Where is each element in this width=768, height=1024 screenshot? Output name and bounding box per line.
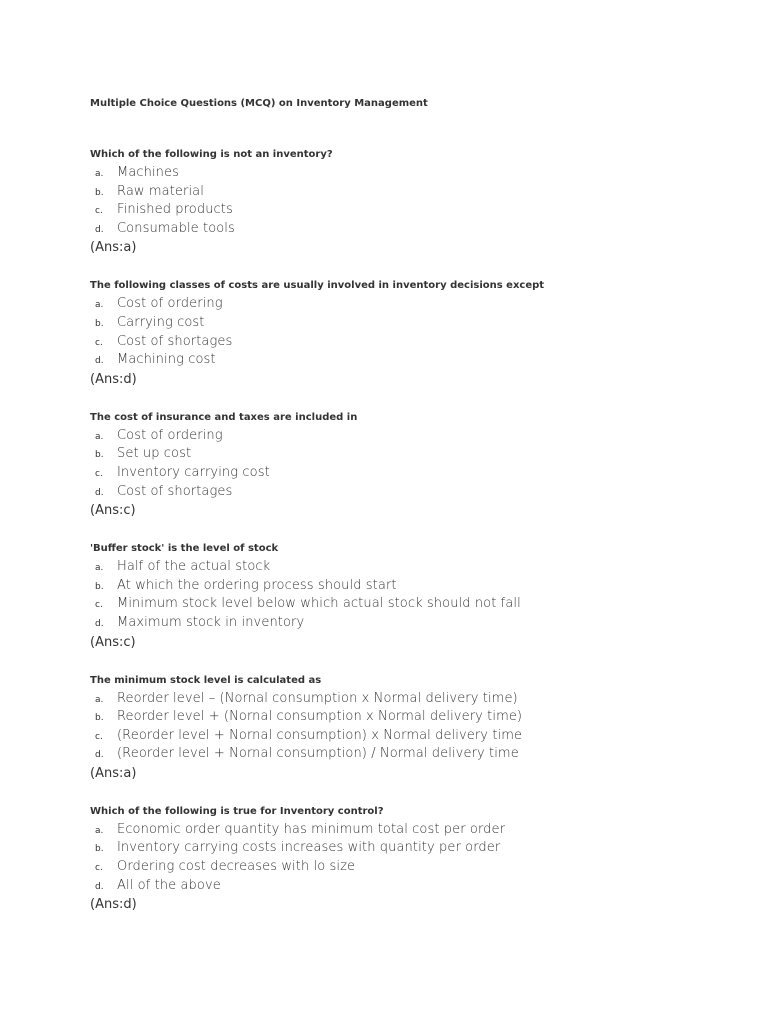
option-text: Reorder level + (Nornal consumption x Normal delivery time) <box>117 709 523 725</box>
option-letter: a. <box>95 825 104 836</box>
question-text: 'Buffer stock' is the level of stock <box>90 543 279 555</box>
answer-text: (Ans:c) <box>90 503 136 519</box>
option-text: Reorder level – (Nornal consumption x Normal delivery time) <box>117 690 518 706</box>
option-item <box>90 559 730 578</box>
option-text: Inventory carrying costs increases with quantity per order <box>117 840 501 856</box>
option-item <box>90 746 730 765</box>
document-page <box>90 97 730 936</box>
option-letter: d. <box>95 356 104 367</box>
option-text: Carrying cost <box>117 314 205 330</box>
question-block <box>90 279 730 388</box>
option-letter: c. <box>95 600 103 611</box>
question-list <box>90 148 730 914</box>
option-text: Minimum stock level below which actual stock should not fall <box>117 596 521 612</box>
option-text: Half of the actual stock <box>117 559 271 575</box>
option-item <box>90 221 730 240</box>
option-letter: d. <box>95 881 104 892</box>
option-text: Finished products <box>117 202 233 218</box>
question-block <box>90 542 730 651</box>
question-block <box>90 674 730 783</box>
option-text: Machining cost <box>117 352 216 368</box>
option-text: Cost of shortages <box>117 483 233 499</box>
option-letter: d. <box>95 487 104 498</box>
option-letter: a. <box>95 563 104 574</box>
option-letter: c. <box>95 731 103 742</box>
option-item <box>90 596 730 615</box>
answer-text: (Ans:d) <box>90 371 137 387</box>
option-letter: d. <box>95 618 104 629</box>
option-list <box>90 822 730 896</box>
question-text: The minimum stock level is calculated as <box>90 674 322 686</box>
option-letter: c. <box>95 206 103 217</box>
option-letter: d. <box>95 750 104 761</box>
question-block <box>90 411 730 520</box>
answer-text: (Ans:d) <box>90 897 137 913</box>
question-text: The cost of insurance and taxes are included in <box>90 411 358 423</box>
option-list <box>90 428 730 502</box>
option-letter: b. <box>95 318 104 329</box>
option-text: Economic order quantity has minimum total cost per order <box>117 821 506 837</box>
option-text: Machines <box>117 165 179 180</box>
answer-text: (Ans:a) <box>90 240 137 256</box>
option-text: Ordering cost decreases with lo size <box>117 859 356 875</box>
option-text: (Reorder level + Nornal consumption) / Normal delivery time <box>117 746 519 762</box>
option-list <box>90 559 730 633</box>
option-letter: b. <box>95 187 104 198</box>
option-list <box>90 691 730 765</box>
option-text: Inventory carrying cost <box>117 464 270 480</box>
option-text: Set up cost <box>117 446 192 462</box>
option-item <box>90 202 730 221</box>
option-item <box>90 296 730 315</box>
option-text: At which the ordering process should start <box>117 577 397 593</box>
option-item <box>90 352 730 371</box>
document-title: Multiple Choice Questions (MCQ) on Inventory Management <box>90 98 428 109</box>
option-letter: c. <box>95 468 103 479</box>
option-item <box>90 428 730 447</box>
option-letter: c. <box>95 337 103 348</box>
option-item <box>90 484 730 503</box>
option-text: (Reorder level + Nornal consumption) x Normal delivery time <box>117 727 523 743</box>
option-item <box>90 709 730 728</box>
option-letter: a. <box>95 694 104 705</box>
option-list <box>90 296 730 370</box>
option-text: All of the above <box>117 877 221 893</box>
option-letter: a. <box>95 300 104 311</box>
option-item <box>90 691 730 710</box>
question-text: Which of the following is not an inventory? <box>90 149 333 160</box>
option-text: Raw material <box>117 183 204 199</box>
option-item <box>90 578 730 597</box>
option-item <box>90 334 730 353</box>
option-item <box>90 859 730 878</box>
option-item <box>90 446 730 465</box>
option-text: Consumable tools <box>117 220 235 236</box>
question-block <box>90 805 730 914</box>
option-letter: a. <box>95 169 104 179</box>
option-text: Maximum stock in inventory <box>117 614 305 630</box>
option-letter: c. <box>95 863 103 874</box>
option-letter: d. <box>95 224 104 235</box>
option-letter: b. <box>95 844 104 855</box>
option-item <box>90 878 730 897</box>
option-letter: b. <box>95 581 104 592</box>
answer-text: (Ans:c) <box>90 634 136 650</box>
option-text: Cost of shortages <box>117 333 233 349</box>
option-letter: b. <box>95 450 104 461</box>
option-text: Cost of ordering <box>117 296 223 312</box>
option-item <box>90 822 730 841</box>
option-item <box>90 465 730 484</box>
question-text: Which of the following is true for Inventory control? <box>90 805 384 817</box>
question-block <box>90 148 730 257</box>
option-item <box>90 728 730 747</box>
option-item <box>90 184 730 203</box>
option-letter: a. <box>95 431 104 442</box>
option-letter: b. <box>95 713 104 724</box>
option-text: Cost of ordering <box>117 427 223 443</box>
option-item <box>90 315 730 334</box>
option-list <box>90 165 730 239</box>
option-item <box>90 840 730 859</box>
answer-text: (Ans:a) <box>90 765 137 781</box>
option-item <box>90 165 730 184</box>
option-item <box>90 615 730 634</box>
question-text: The following classes of costs are usually involved in inventory decisions except <box>90 280 545 292</box>
